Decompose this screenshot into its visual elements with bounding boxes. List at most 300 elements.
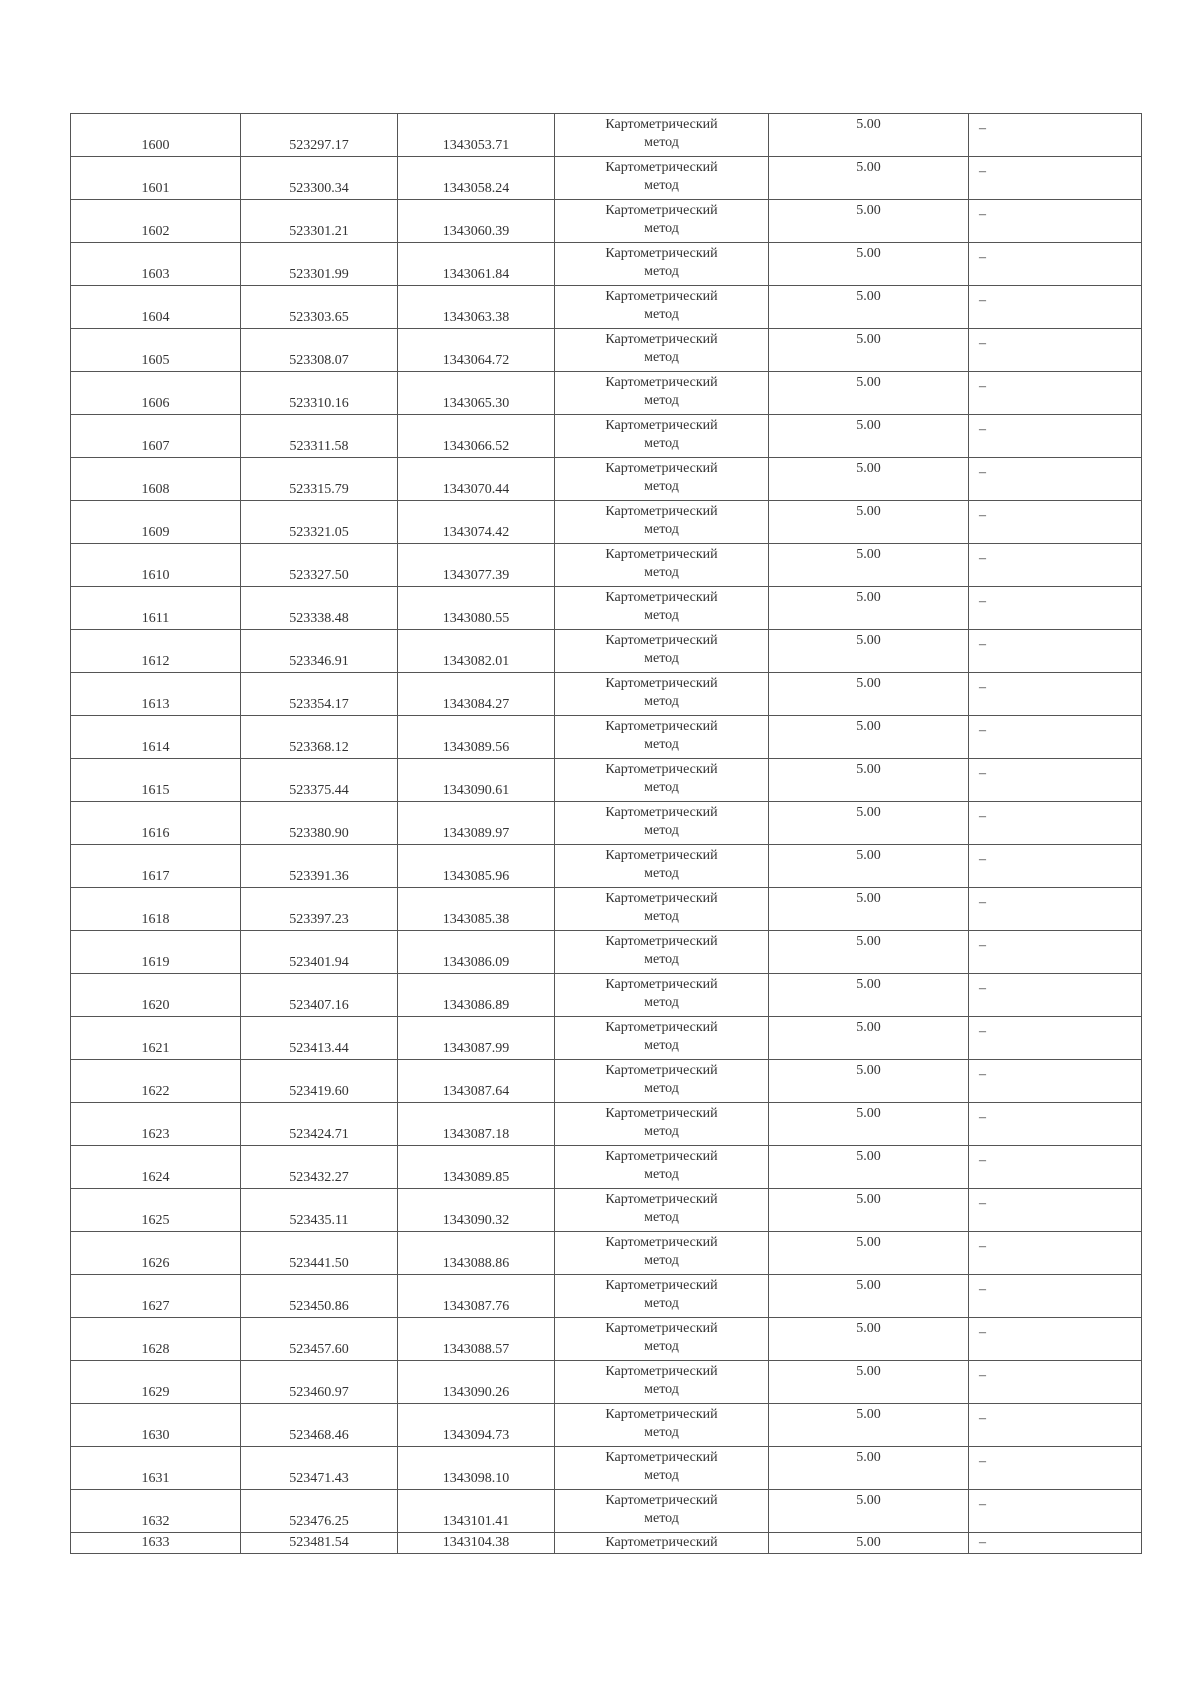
precision: 5.00 xyxy=(856,891,881,906)
point-number-cell xyxy=(71,114,241,157)
coordinate-y-cell xyxy=(398,329,555,372)
method-line: метод xyxy=(644,178,679,193)
coordinate-x: 523441.50 xyxy=(289,1256,349,1271)
note-cell xyxy=(969,415,1142,458)
method-line: Картометрический xyxy=(605,203,718,218)
coordinate-y: 1343064.72 xyxy=(442,353,510,368)
point-number-cell xyxy=(71,1232,241,1275)
precision: 5.00 xyxy=(856,590,881,605)
method-line: метод xyxy=(644,780,679,795)
coordinate-x-cell xyxy=(241,544,398,587)
method-line: Картометрический xyxy=(605,1364,718,1379)
coordinate-x-cell xyxy=(241,1533,398,1554)
point-number: 1628 xyxy=(141,1342,170,1357)
coordinate-x-cell xyxy=(241,1017,398,1060)
method-cell xyxy=(555,1490,769,1533)
method-cell xyxy=(555,587,769,630)
point-number-cell xyxy=(71,673,241,716)
table-row xyxy=(71,458,1142,501)
note-cell xyxy=(969,1146,1142,1189)
method-line: Картометрический xyxy=(605,1235,718,1250)
precision: 5.00 xyxy=(856,289,881,304)
table-row xyxy=(71,1232,1142,1275)
coordinate-x: 523471.43 xyxy=(289,1471,349,1486)
point-number-cell xyxy=(71,501,241,544)
precision-cell xyxy=(769,888,969,931)
note: – xyxy=(979,1282,986,1297)
method-line: Картометрический xyxy=(605,1535,718,1550)
note-cell xyxy=(969,501,1142,544)
coordinate-y: 1343086.09 xyxy=(442,955,510,970)
point-number-cell xyxy=(71,1146,241,1189)
note: – xyxy=(979,336,986,351)
precision-cell xyxy=(769,243,969,286)
coordinates-table-body xyxy=(71,114,1142,1554)
coordinate-x-cell xyxy=(241,1404,398,1447)
coordinate-x-cell xyxy=(241,1060,398,1103)
coordinate-y: 1343101.41 xyxy=(442,1514,510,1529)
coordinate-y: 1343080.55 xyxy=(442,611,510,626)
method-line: метод xyxy=(644,995,679,1010)
method xyxy=(555,546,768,582)
method-line: метод xyxy=(644,307,679,322)
table-row xyxy=(71,630,1142,673)
coordinate-x-cell xyxy=(241,716,398,759)
coordinate-y: 1343084.27 xyxy=(442,697,510,712)
note: – xyxy=(979,422,986,437)
coordinate-x-cell xyxy=(241,931,398,974)
method-cell xyxy=(555,1232,769,1275)
table-row xyxy=(71,544,1142,587)
table-row xyxy=(71,759,1142,802)
table-row xyxy=(71,1318,1142,1361)
method xyxy=(555,1449,768,1485)
precision: 5.00 xyxy=(856,418,881,433)
coordinate-y: 1343070.44 xyxy=(442,482,510,497)
note-cell xyxy=(969,1490,1142,1533)
method-line: Картометрический xyxy=(605,1149,718,1164)
table-row xyxy=(71,845,1142,888)
point-number-cell xyxy=(71,759,241,802)
coordinate-x-cell xyxy=(241,1103,398,1146)
method-line: Картометрический xyxy=(605,375,718,390)
point-number: 1610 xyxy=(141,568,170,583)
method xyxy=(555,1148,768,1184)
method-line: метод xyxy=(644,1382,679,1397)
coordinate-y-cell xyxy=(398,1447,555,1490)
method-line: Картометрический xyxy=(605,504,718,519)
method-line: Картометрический xyxy=(605,1407,718,1422)
method xyxy=(555,1019,768,1055)
note: – xyxy=(979,680,986,695)
coordinate-y-cell xyxy=(398,372,555,415)
method-cell xyxy=(555,329,769,372)
coordinate-x-cell xyxy=(241,845,398,888)
note: – xyxy=(979,207,986,222)
precision-cell xyxy=(769,1017,969,1060)
method-line: метод xyxy=(644,608,679,623)
method-line: метод xyxy=(644,866,679,881)
coordinate-x-cell xyxy=(241,974,398,1017)
precision-cell xyxy=(769,931,969,974)
precision-cell xyxy=(769,716,969,759)
precision-cell xyxy=(769,1447,969,1490)
method-line: Картометрический xyxy=(605,676,718,691)
method-line: Картометрический xyxy=(605,160,718,175)
table-row xyxy=(71,888,1142,931)
point-number-cell xyxy=(71,1533,241,1554)
method-line: метод xyxy=(644,350,679,365)
point-number-cell xyxy=(71,630,241,673)
method-line: Картометрический xyxy=(605,1020,718,1035)
note-cell xyxy=(969,587,1142,630)
note-cell xyxy=(969,888,1142,931)
method xyxy=(555,1406,768,1442)
method-cell xyxy=(555,888,769,931)
coordinate-y-cell xyxy=(398,1275,555,1318)
method-line: метод xyxy=(644,1339,679,1354)
point-number-cell xyxy=(71,544,241,587)
coordinate-y-cell xyxy=(398,802,555,845)
method xyxy=(555,159,768,195)
method-line: Картометрический xyxy=(605,289,718,304)
point-number-cell xyxy=(71,1490,241,1533)
method-cell xyxy=(555,1275,769,1318)
note-cell xyxy=(969,458,1142,501)
coordinate-x: 523419.60 xyxy=(289,1084,349,1099)
coordinates-table xyxy=(70,113,1142,1554)
coordinate-x: 523297.17 xyxy=(289,138,349,153)
point-number-cell xyxy=(71,1447,241,1490)
method-line: Картометрический xyxy=(605,117,718,132)
point-number-cell xyxy=(71,587,241,630)
table-row xyxy=(71,1189,1142,1232)
coordinate-x-cell xyxy=(241,673,398,716)
precision: 5.00 xyxy=(856,117,881,132)
coordinate-y: 1343061.84 xyxy=(442,267,510,282)
method-cell xyxy=(555,544,769,587)
table-row xyxy=(71,1490,1142,1533)
point-number: 1616 xyxy=(141,826,170,841)
table-row xyxy=(71,1017,1142,1060)
coordinate-y: 1343098.10 xyxy=(442,1471,510,1486)
method-cell xyxy=(555,200,769,243)
method-line: Картометрический xyxy=(605,590,718,605)
coordinate-y-cell xyxy=(398,501,555,544)
coordinate-y-cell xyxy=(398,415,555,458)
coordinate-y: 1343090.26 xyxy=(442,1385,510,1400)
method-line: метод xyxy=(644,1296,679,1311)
note-cell xyxy=(969,157,1142,200)
coordinate-x: 523457.60 xyxy=(289,1342,349,1357)
method-line: Картометрический xyxy=(605,934,718,949)
method-line: Картометрический xyxy=(605,891,718,906)
method xyxy=(555,933,768,969)
coordinate-y-cell xyxy=(398,888,555,931)
coordinate-x: 523310.16 xyxy=(289,396,349,411)
method-line: Картометрический xyxy=(605,1063,718,1078)
note: – xyxy=(979,766,986,781)
point-number-cell xyxy=(71,1318,241,1361)
method-line: Картометрический xyxy=(605,1321,718,1336)
coordinate-x-cell xyxy=(241,759,398,802)
coordinate-x: 523468.46 xyxy=(289,1428,349,1443)
note-cell xyxy=(969,802,1142,845)
method xyxy=(555,632,768,668)
note: – xyxy=(979,1368,986,1383)
precision-cell xyxy=(769,286,969,329)
point-number: 1632 xyxy=(141,1514,170,1529)
method xyxy=(555,761,768,797)
point-number-cell xyxy=(71,458,241,501)
point-number: 1607 xyxy=(141,439,170,454)
coordinate-x-cell xyxy=(241,286,398,329)
point-number-cell xyxy=(71,802,241,845)
coordinate-y: 1343087.99 xyxy=(442,1041,510,1056)
method xyxy=(555,1105,768,1141)
precision-cell xyxy=(769,372,969,415)
coordinate-y-cell xyxy=(398,1361,555,1404)
precision-cell xyxy=(769,458,969,501)
coordinate-y: 1343089.85 xyxy=(442,1170,510,1185)
point-number-cell xyxy=(71,372,241,415)
note-cell xyxy=(969,1318,1142,1361)
precision-cell xyxy=(769,587,969,630)
method-line: Картометрический xyxy=(605,633,718,648)
coordinate-x-cell xyxy=(241,458,398,501)
note: – xyxy=(979,121,986,136)
method-line: Картометрический xyxy=(605,246,718,261)
note-cell xyxy=(969,716,1142,759)
note: – xyxy=(979,293,986,308)
coordinate-y-cell xyxy=(398,845,555,888)
method xyxy=(555,503,768,539)
table-row xyxy=(71,329,1142,372)
coordinate-y: 1343053.71 xyxy=(442,138,510,153)
table-row xyxy=(71,1404,1142,1447)
method-line: метод xyxy=(644,1511,679,1526)
method-line: Картометрический xyxy=(605,461,718,476)
method-cell xyxy=(555,1017,769,1060)
coordinate-y-cell xyxy=(398,716,555,759)
coordinate-x-cell xyxy=(241,1490,398,1533)
coordinate-x: 523435.11 xyxy=(289,1213,349,1228)
precision-cell xyxy=(769,1318,969,1361)
note: – xyxy=(979,1067,986,1082)
precision: 5.00 xyxy=(856,1450,881,1465)
point-number-cell xyxy=(71,1361,241,1404)
note: – xyxy=(979,981,986,996)
method xyxy=(555,1492,768,1528)
note: – xyxy=(979,1196,986,1211)
method-line: метод xyxy=(644,1210,679,1225)
coordinate-x-cell xyxy=(241,1361,398,1404)
coordinate-x: 523327.50 xyxy=(289,568,349,583)
method-line: Картометрический xyxy=(605,977,718,992)
method-line: метод xyxy=(644,1124,679,1139)
note: – xyxy=(979,852,986,867)
note-cell xyxy=(969,1447,1142,1490)
coordinate-x: 523432.27 xyxy=(289,1170,349,1185)
coordinate-x-cell xyxy=(241,1146,398,1189)
point-number-cell xyxy=(71,1017,241,1060)
point-number-cell xyxy=(71,243,241,286)
precision: 5.00 xyxy=(856,762,881,777)
table-row xyxy=(71,931,1142,974)
note: – xyxy=(979,895,986,910)
note-cell xyxy=(969,974,1142,1017)
table-row xyxy=(71,372,1142,415)
precision-cell xyxy=(769,1189,969,1232)
precision-cell xyxy=(769,415,969,458)
coordinate-x-cell xyxy=(241,1232,398,1275)
table-row xyxy=(71,286,1142,329)
method-line: Картометрический xyxy=(605,547,718,562)
coordinate-x-cell xyxy=(241,1189,398,1232)
note-cell xyxy=(969,329,1142,372)
note: – xyxy=(979,1411,986,1426)
method xyxy=(555,890,768,926)
method-line: Картометрический xyxy=(605,762,718,777)
coordinate-y: 1343074.42 xyxy=(442,525,510,540)
method xyxy=(555,804,768,840)
point-number: 1604 xyxy=(141,310,170,325)
precision-cell xyxy=(769,200,969,243)
method xyxy=(555,718,768,754)
table-row xyxy=(71,1146,1142,1189)
coordinate-y: 1343087.76 xyxy=(442,1299,510,1314)
precision: 5.00 xyxy=(856,676,881,691)
precision: 5.00 xyxy=(856,1535,881,1550)
method-line: метод xyxy=(644,393,679,408)
point-number: 1602 xyxy=(141,224,170,239)
note: – xyxy=(979,1024,986,1039)
coordinate-x: 523407.16 xyxy=(289,998,349,1013)
precision: 5.00 xyxy=(856,547,881,562)
note: – xyxy=(979,637,986,652)
coordinate-y-cell xyxy=(398,673,555,716)
coordinate-x: 523346.91 xyxy=(289,654,349,669)
coordinate-y: 1343060.39 xyxy=(442,224,510,239)
coordinate-x: 523300.34 xyxy=(289,181,349,196)
method-cell xyxy=(555,1146,769,1189)
point-number-cell xyxy=(71,286,241,329)
method-cell xyxy=(555,1189,769,1232)
method-cell xyxy=(555,1318,769,1361)
coordinate-y-cell xyxy=(398,243,555,286)
point-number: 1621 xyxy=(141,1041,170,1056)
note: – xyxy=(979,723,986,738)
method-line: метод xyxy=(644,1167,679,1182)
method xyxy=(555,417,768,453)
precision-cell xyxy=(769,974,969,1017)
coordinate-y-cell xyxy=(398,630,555,673)
coordinate-x: 523391.36 xyxy=(289,869,349,884)
note: – xyxy=(979,379,986,394)
note: – xyxy=(979,465,986,480)
method xyxy=(555,288,768,324)
method-line: метод xyxy=(644,651,679,666)
precision-cell xyxy=(769,1404,969,1447)
method xyxy=(555,1534,768,1551)
method-line: метод xyxy=(644,694,679,709)
note: – xyxy=(979,594,986,609)
method xyxy=(555,245,768,281)
method xyxy=(555,374,768,410)
note: – xyxy=(979,164,986,179)
point-number-cell xyxy=(71,888,241,931)
coordinate-y: 1343090.32 xyxy=(442,1213,510,1228)
point-number: 1612 xyxy=(141,654,170,669)
note: – xyxy=(979,1497,986,1512)
precision-cell xyxy=(769,501,969,544)
method-cell xyxy=(555,759,769,802)
point-number: 1630 xyxy=(141,1428,170,1443)
precision: 5.00 xyxy=(856,1407,881,1422)
coordinate-x: 523301.99 xyxy=(289,267,349,282)
coordinate-x: 523368.12 xyxy=(289,740,349,755)
method-line: метод xyxy=(644,264,679,279)
table-row xyxy=(71,974,1142,1017)
method-line: метод xyxy=(644,1081,679,1096)
note: – xyxy=(979,250,986,265)
precision: 5.00 xyxy=(856,332,881,347)
method-cell xyxy=(555,974,769,1017)
note-cell xyxy=(969,931,1142,974)
note-cell xyxy=(969,200,1142,243)
method-line: метод xyxy=(644,436,679,451)
coordinate-y: 1343066.52 xyxy=(442,439,510,454)
point-number: 1614 xyxy=(141,740,170,755)
method-line: Картометрический xyxy=(605,805,718,820)
method xyxy=(555,589,768,625)
method-cell xyxy=(555,1361,769,1404)
table-row xyxy=(71,1275,1142,1318)
note-cell xyxy=(969,1533,1142,1554)
method-line: Картометрический xyxy=(605,418,718,433)
point-number: 1633 xyxy=(141,1535,170,1550)
method-line: метод xyxy=(644,952,679,967)
coordinate-y: 1343088.57 xyxy=(442,1342,510,1357)
point-number: 1605 xyxy=(141,353,170,368)
point-number: 1609 xyxy=(141,525,170,540)
note-cell xyxy=(969,1103,1142,1146)
point-number-cell xyxy=(71,931,241,974)
note-cell xyxy=(969,630,1142,673)
precision-cell xyxy=(769,1146,969,1189)
coordinate-y-cell xyxy=(398,1318,555,1361)
coordinate-y: 1343065.30 xyxy=(442,396,510,411)
method-line: метод xyxy=(644,221,679,236)
coordinate-y: 1343087.64 xyxy=(442,1084,510,1099)
coordinate-x-cell xyxy=(241,587,398,630)
coordinate-y-cell xyxy=(398,458,555,501)
note-cell xyxy=(969,1275,1142,1318)
note-cell xyxy=(969,243,1142,286)
coordinate-y-cell xyxy=(398,1490,555,1533)
precision: 5.00 xyxy=(856,160,881,175)
method-cell xyxy=(555,673,769,716)
note: – xyxy=(979,1110,986,1125)
method-line: Картометрический xyxy=(605,1278,718,1293)
point-number: 1631 xyxy=(141,1471,170,1486)
method-cell xyxy=(555,1103,769,1146)
method-cell xyxy=(555,1404,769,1447)
point-number-cell xyxy=(71,845,241,888)
point-number-cell xyxy=(71,1404,241,1447)
coordinate-y-cell xyxy=(398,114,555,157)
table-row xyxy=(71,1103,1142,1146)
